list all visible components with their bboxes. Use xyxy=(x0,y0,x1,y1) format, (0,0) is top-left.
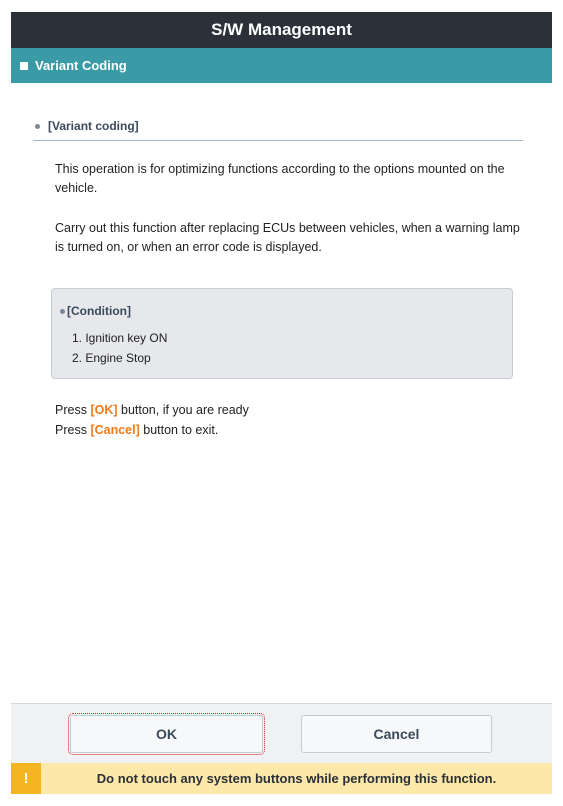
warning-bar xyxy=(11,763,552,794)
content-area xyxy=(11,83,552,703)
condition-item: 2. Engine Stop xyxy=(72,351,151,365)
description-paragraph-1: This operation is for optimizing functions according to the options mounted on the vehicle. xyxy=(55,162,505,195)
warning-text: Do not touch any system buttons while performing this function. xyxy=(96,771,497,786)
warning-icon: ! xyxy=(11,763,41,794)
sw-management-window xyxy=(11,12,552,794)
instruction-cancel xyxy=(55,423,218,437)
square-bullet-icon xyxy=(20,62,28,70)
bullet-dot-icon xyxy=(60,309,65,314)
condition-title xyxy=(60,304,131,318)
instruction-prefix: Press xyxy=(55,403,91,417)
instruction-prefix: Press xyxy=(55,423,91,437)
description-paragraph-2: Carry out this function after replacing ECUs between vehicles, when a warning lamp is turned on, or when an error code is displayed. xyxy=(55,221,520,254)
cancel-button[interactable]: Cancel xyxy=(301,715,492,753)
ok-key-highlight: [OK] xyxy=(90,403,118,417)
condition-title-text: [Condition] xyxy=(67,304,131,318)
variant-coding-heading xyxy=(33,119,523,141)
cancel-key-highlight: [Cancel] xyxy=(90,423,140,437)
window-title: S/W Management xyxy=(211,20,352,39)
instruction-suffix: button to exit. xyxy=(139,423,219,437)
condition-item: 1. Ignition key ON xyxy=(72,331,168,345)
heading-text: [Variant coding] xyxy=(48,119,139,133)
ok-button[interactable]: OK xyxy=(70,715,263,753)
section-header xyxy=(11,48,552,83)
condition-box xyxy=(51,288,513,379)
title-bar xyxy=(11,12,552,48)
section-title: Variant Coding xyxy=(35,58,127,73)
instruction-ok xyxy=(55,403,249,417)
instruction-suffix: button, if you are ready xyxy=(117,403,249,417)
button-bar xyxy=(11,703,552,763)
bullet-dot-icon xyxy=(35,124,40,129)
